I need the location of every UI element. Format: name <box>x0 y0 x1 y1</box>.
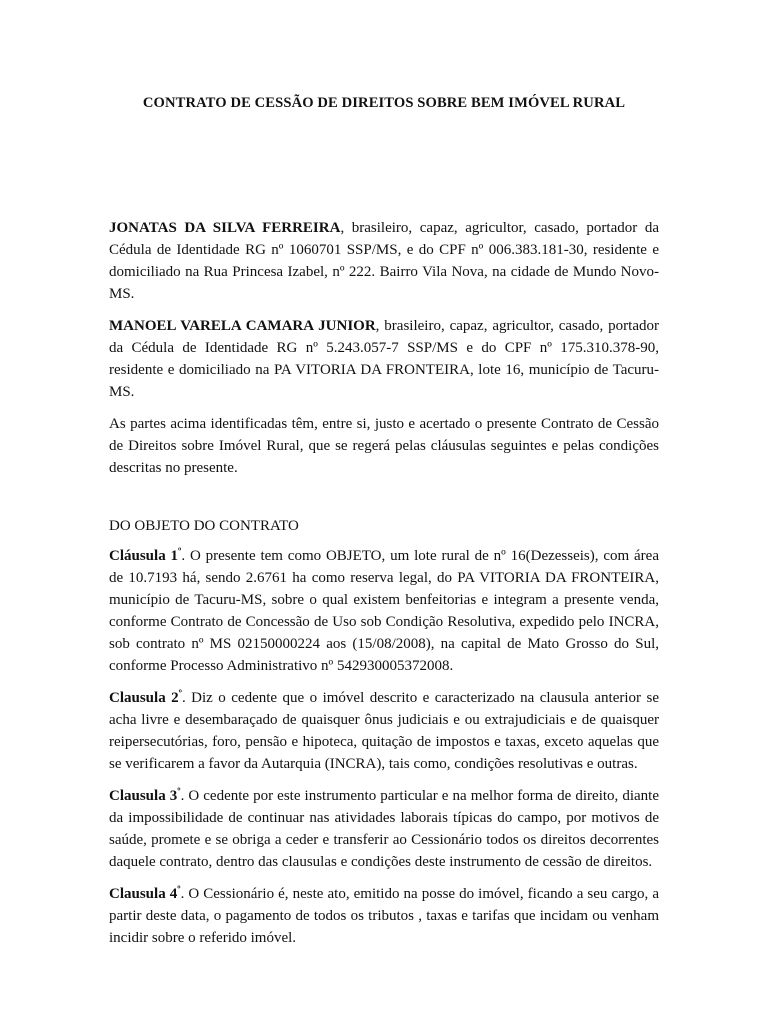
clause-2-text: . Diz o cedente que o imóvel descrito e caracterizado na clausula anterior se acha livre e desembaraçado de quaisquer ônus judiciais e ou extrajudiciais e de quaisquer reipersecutórias, foro, pensão e hipoteca, quitação de impostos e taxas, exceto aquelas que se verificarem a favor da Autarquia (INCRA), tais como, condições resolutivas e outras. <box>109 690 659 772</box>
section-heading: DO OBJETO DO CONTRATO <box>109 518 299 534</box>
clause-3-text: . O cedente por este instrumento particular e na melhor forma de direito, diante da impossibilidade de continuar nas atividades laborais típicas do campo, por motivos de saúde, promete e se obriga a ceder e transferir ao Cessionário todos os direitos decorrentes daquele contrato, dentro das clausulas e condições deste instrumento de cessão de direitos. <box>109 788 659 870</box>
clause-1-label: Cláusula $1^º$ <box>109 546 182 564</box>
party-1-paragraph <box>109 217 659 305</box>
clause-4-label: Clausula $4^º$ <box>109 884 181 902</box>
clause-1-text: . O presente tem como OBJETO, um lote rural de nº 16(Dezesseis), com área de 10.7193 há, sendo 2.6761 ha como reserva legal, do PA VITORIA DA FRONTEIRA, município de Tacuru-MS, sobre o qual existem benfeitorias e integram a presente venda, conforme Contrato de Concessão de Uso sob Condição Resolutiva, expedido pelo INCRA, sob contrato nº MS 02150000224 aos (15/08/2008), na capital de Mato Grosso do Sul, conforme Processo Administrativo nº 54293000537200​8. <box>109 548 659 674</box>
party-1-name: JONATAS DA SILVA FERREIRA <box>109 220 341 236</box>
document-body <box>109 217 659 959</box>
clause-3-paragraph <box>109 785 659 873</box>
clause-4-text: . O Cessionário é, neste ato, emitido na posse do imóvel, ficando a seu cargo, a partir deste data, o pagamento de todos os tributos , taxas e tarifas que incidam ou venham incidir sobre o referido imóvel. <box>109 886 659 946</box>
intro-paragraph: As partes acima identificadas têm, entre si, justo e acertado o presente Contrato de Cessão de Direitos sobre Imóvel Rural, que se regerá pelas cláusulas seguintes e pelas condições descritas no presente. <box>109 416 659 476</box>
clause-3-label: Clausula $3^º$ <box>109 786 181 804</box>
party-2-name: MANOEL VARELA CAMARA JUNIOR <box>109 318 376 334</box>
clause-4-paragraph <box>109 883 659 949</box>
clause-2-paragraph <box>109 687 659 775</box>
party-2-text: , brasileiro, capaz, agricultor, casado, portador da Cédula de Identidade RG nº 5.243.057-7 SSP/MS e do CPF nº 175.310.378-90, residente e domiciliado na PA VITORIA DA FRONTEIRA, lote 16, município de Tacuru-MS. <box>109 318 659 400</box>
party-2-paragraph <box>109 315 659 403</box>
party-1-text: , brasileiro, capaz, agricultor, casado, portador da Cédula de Identidade RG nº 1060701 SSP/MS, e do CPF nº 006.383.181-30, residente e domiciliado na Rua Princesa Izabel, nº 222. Bairro Vila Nova, na cidade de Mundo Novo-MS. <box>109 220 659 302</box>
document-title: CONTRATO DE CESSÃO DE DIREITOS SOBRE BEM IMÓVEL RURAL <box>142 95 626 111</box>
clause-1-paragraph <box>109 545 659 677</box>
clause-2-label: Clausula $2^º$ <box>109 688 182 706</box>
